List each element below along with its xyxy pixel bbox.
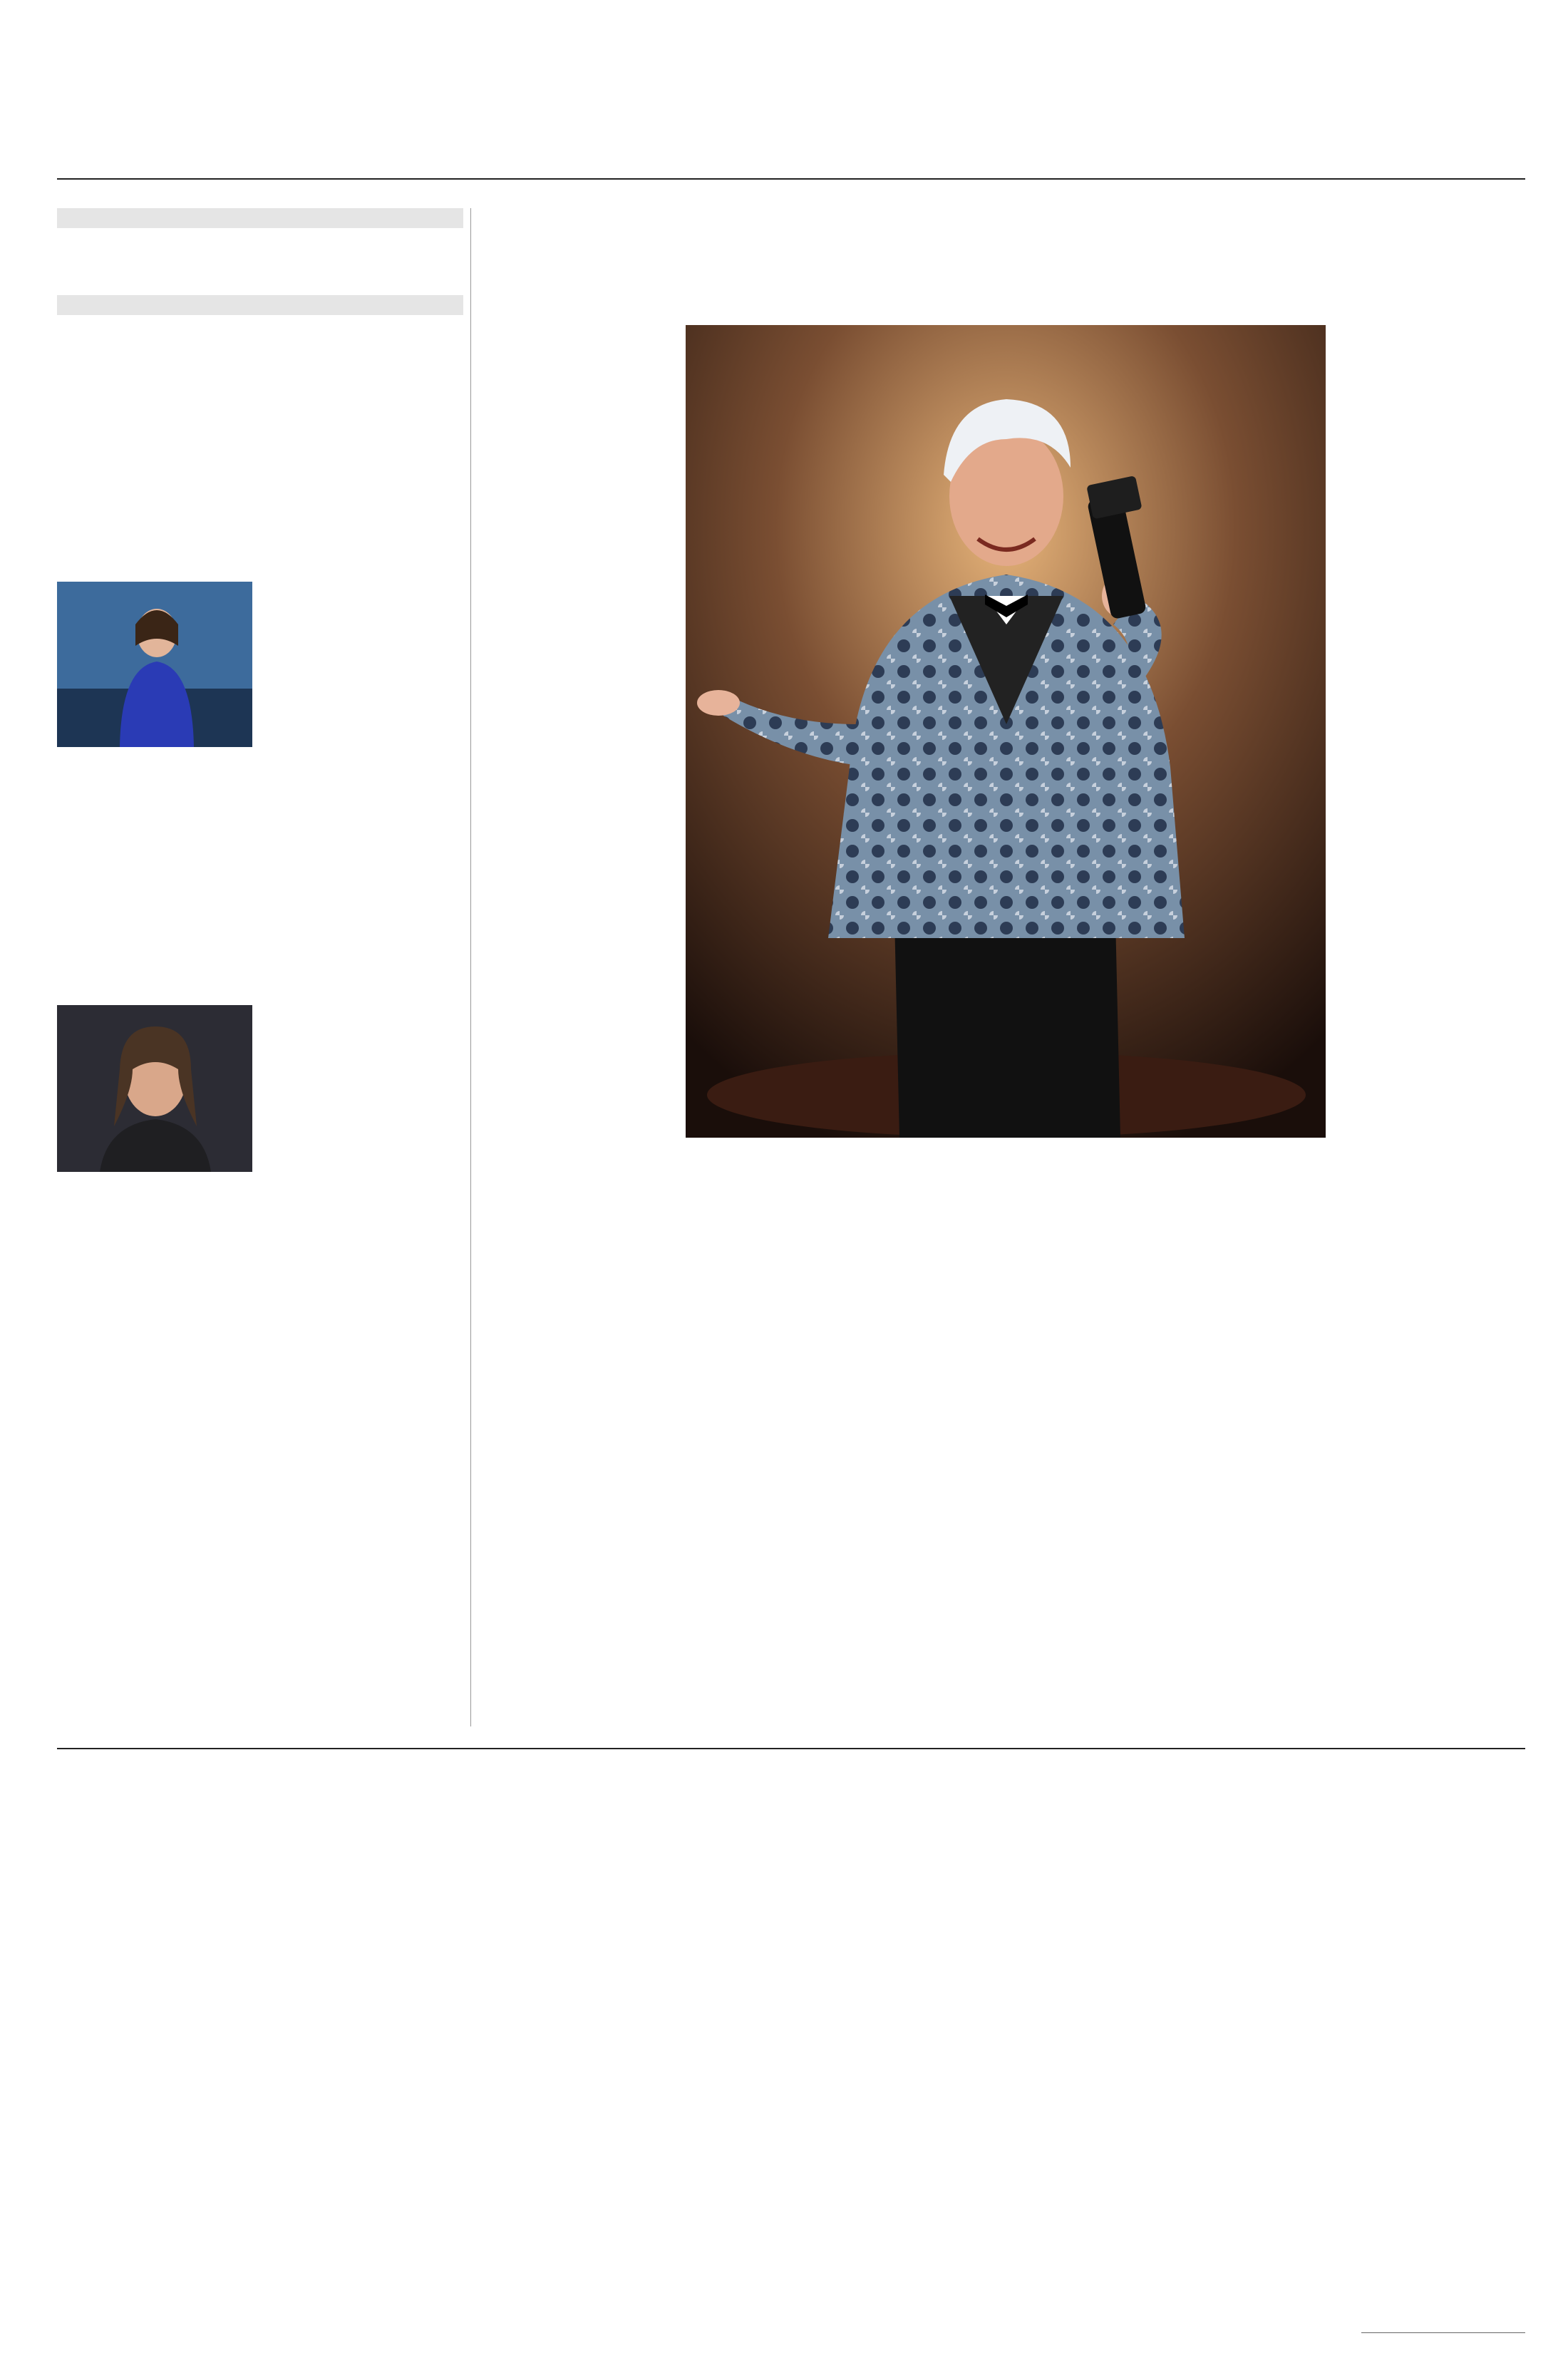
kunzendorf-col2 [265, 811, 463, 1239]
kottmann-illustration [57, 582, 252, 747]
header-rule [57, 178, 1525, 180]
left-column [57, 208, 463, 1253]
gesehen-body [57, 278, 463, 279]
kottmann-text-col1 [57, 344, 252, 753]
article-col-1 [482, 356, 673, 1725]
tv-footer [1361, 2332, 1525, 2336]
article-col-2 [686, 1205, 881, 1725]
menschen-label [57, 295, 463, 315]
kunzendorf-story [57, 811, 463, 1253]
article-photo [686, 325, 1326, 1138]
kottmann-text-start [57, 344, 252, 570]
kunzendorf-col1 [57, 811, 252, 1178]
column-divider [470, 208, 471, 1726]
cantz-illustration [686, 325, 1326, 1138]
gesehen-label [57, 208, 463, 228]
kottmann-text-col2 [265, 344, 463, 786]
article-col-4 [1116, 1205, 1326, 1725]
kunzendorf-illustration [57, 1005, 252, 1172]
kunzendorf-photo [57, 1005, 252, 1172]
kottmann-photo [57, 582, 252, 747]
kottmann-story [57, 344, 463, 800]
article-col-3 [904, 1205, 1099, 1725]
tv-section-rule [57, 1748, 1525, 1749]
article-col-5 [1330, 325, 1525, 1725]
